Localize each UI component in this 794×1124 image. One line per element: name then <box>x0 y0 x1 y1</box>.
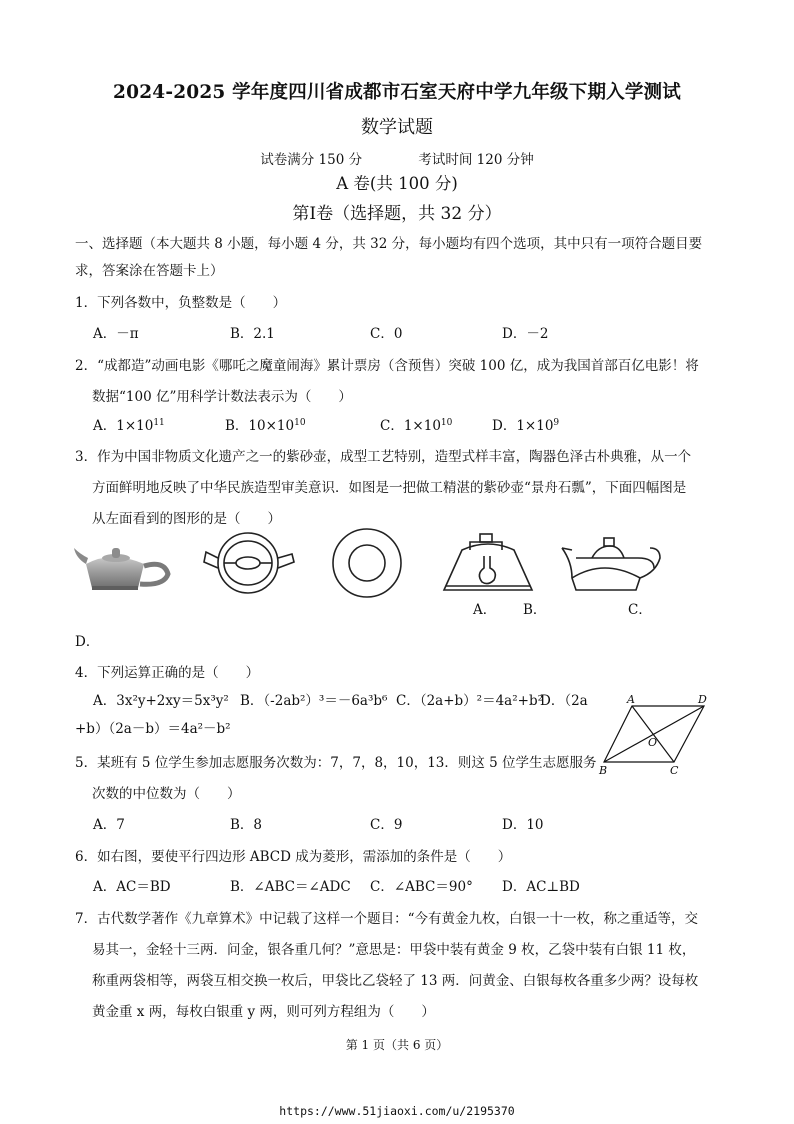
q6-option-c: C．∠ABC＝90° <box>370 879 473 895</box>
full-score: 试卷满分 150 分 <box>260 152 363 168</box>
q1-stem: 1．下列各数中，负整数是（ ） <box>75 295 287 311</box>
teapot-photo <box>72 528 176 596</box>
q4-option-d-cont: +b）（2a－b）＝4a²－b² <box>75 721 231 737</box>
q7-stem-cont: 易其一，金轻十三两．问金，银各重几何？”意思是：甲袋中装有黄金 9 枚，乙袋中装有白银 11 枚， <box>92 942 696 958</box>
q3-figure-a <box>200 530 298 596</box>
q7-stem: 7．古代数学著作《九章算术》中记载了这样一个题目：“今有黄金九枚，白银一十一枚，称之重适等，交 <box>75 911 698 927</box>
volume-a-heading: A 卷(共 100 分) <box>336 174 458 193</box>
watermark-url: https://www.51jiaoxi.com/u/2195370 <box>279 1104 515 1118</box>
q3-label-d: D． <box>75 634 100 650</box>
q3-stem-cont2: 从左面看到的图形的是（ ） <box>92 511 281 527</box>
vertex-b-label: B <box>599 764 608 776</box>
q3-stem: 3．作为中国非物质文化遗产之一的紫砂壶，成型工艺特别，造型式样丰富，陶器色泽古朴典雅，从一个 <box>75 449 692 465</box>
q4-option-a: A．3x²y+2xy＝5x³y² <box>93 693 229 709</box>
q6-option-d: D．AC⊥BD <box>502 879 580 895</box>
q5-stem: 5．某班有 5 位学生参加志愿服务次数为：7，7，8，10，13．则这 5 位学生志愿服务 <box>75 755 597 771</box>
q3-label-b: B． <box>523 602 547 618</box>
q4-option-d: D．（2a <box>540 693 588 709</box>
page-title: 2024-2025 学年度四川省成都市石室天府中学九年级下期入学测试 <box>113 82 681 103</box>
q5-option-c: C．9 <box>370 817 403 833</box>
exam-time: 考试时间 120 分钟 <box>418 152 534 168</box>
exam-meta <box>0 148 794 168</box>
q2-stem-cont: 数据“100 亿”用科学计数法表示为（ ） <box>92 389 352 405</box>
q6-option-b: B．∠ABC＝∠ADC <box>230 879 351 895</box>
q2-option-b: B．$10\times 10^{10}$ <box>225 418 306 434</box>
q2-option-c: C．$1\times 10^{10}$ <box>380 418 453 434</box>
q6-stem: 6．如右图，要使平行四边形 ABCD 成为菱形，需添加的条件是（ ） <box>75 849 512 865</box>
q7-stem-cont3: 黄金重 x 两，每枚白银重 y 两，则可列方程组为（ ） <box>92 1004 435 1020</box>
vertex-d-label: D <box>698 694 707 706</box>
q4-stem: 4．下列运算正确的是（ ） <box>75 665 260 681</box>
center-o-label: O <box>648 736 658 749</box>
q5-option-d: D．10 <box>502 817 544 833</box>
q1-option-a: A．－π <box>93 326 139 342</box>
q4-option-b: B．（-2ab²）³＝－6a³b⁶ <box>240 693 388 709</box>
section1-instructions-cont: 求，答案涂在答题卡上） <box>75 263 224 279</box>
q3-label-a: A． <box>473 602 497 618</box>
q6-option-a: A．AC＝BD <box>93 879 171 895</box>
q2-option-a: A．$1\times 10^{11}$ <box>93 418 165 434</box>
q5-option-b: B．8 <box>230 817 263 833</box>
section1-instructions: 一、选择题（本大题共 8 小题，每小题 4 分，共 32 分，每小题均有四个选项，其中只有一项符合题目要 <box>75 236 703 252</box>
q3-label-c: C． <box>628 602 652 618</box>
q1-option-d: D．－2 <box>502 326 549 342</box>
q5-option-a: A．7 <box>93 817 125 833</box>
parallelogram-figure <box>598 694 714 776</box>
page-subtitle: 数学试题 <box>361 117 433 138</box>
q3-figure-d <box>558 528 664 594</box>
q2-stem: 2．“成都造”动画电影《哪吒之魔童闹海》累计票房（含预售）突破 100 亿，成为我国首部百亿电影！将 <box>75 358 699 374</box>
q3-stem-cont: 方面鲜明地反映了中华民族造型审美意识．如图是一把做工精湛的紫砂壶“景舟石瓢”，下面四幅图是 <box>92 480 687 496</box>
vertex-a-label: A <box>627 694 635 706</box>
vertex-c-label: C <box>670 764 679 776</box>
q5-stem-cont: 次数的中位数为（ ） <box>92 786 241 802</box>
part1-heading: 第Ⅰ卷（选择题，共 32 分） <box>292 204 502 224</box>
q3-figure-b <box>330 526 404 600</box>
page-number: 第 1 页（共 6 页） <box>345 1038 449 1052</box>
q4-option-c: C．（2a+b）²＝4a²+b² <box>396 693 543 709</box>
q1-option-b: B．2.1 <box>230 326 275 342</box>
q2-option-d: D．$1\times 10^9$ <box>492 418 560 434</box>
q7-stem-cont2: 称重两袋相等，两袋互相交换一枚后，甲袋比乙袋轻了 13 两．问黄金、白银每枚各重多少两？设每枚 <box>92 973 699 989</box>
q3-figure-c <box>440 528 536 598</box>
q1-option-c: C．0 <box>370 326 403 342</box>
